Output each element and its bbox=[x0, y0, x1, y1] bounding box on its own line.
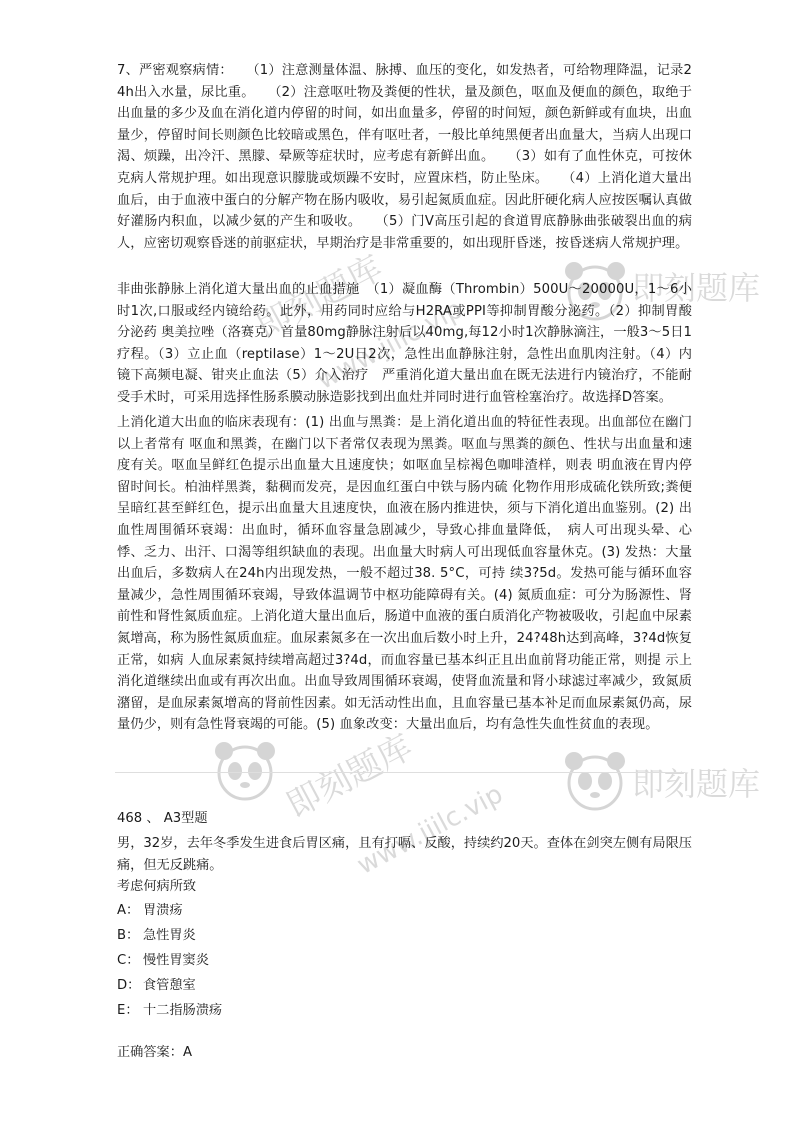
explanation-paragraph-hemostasis: 非曲张静脉上消化道大量出血的止血措施 （1）凝血酶（Thrombin）500U～20000U，1～6小时1次,口服或经内镜给药。此外，用药同时应给与H2RA或PPI等抑制胃酸分泌药。（2）抑制胃酸分泌药 奥美拉唑（洛赛克）首量80mg静脉注射后以40mg,每12小时1次静脉滴注，一般3～5日1疗程。（3）立止血（reptilase）1～2U日2次，急性出血静脉注射，急性出血肌肉注射。（4）内镜下高频电凝、钳夹止血法（5）介入治疗 严重消化道大量出血在既无法进行内镜治疗，不能耐受手术时，可采用选择性肠系膜动脉造影找到出血灶并同时进行血管栓塞治疗。故选择D答案。 bbox=[117, 282, 692, 405]
watermark-brand-text: 即刻题库 bbox=[250, 248, 390, 348]
correct-answer bbox=[117, 1042, 192, 1064]
option-text: 慢性胃窦炎 bbox=[143, 953, 209, 968]
watermark-url-text: www.jiilc.vip bbox=[352, 779, 508, 881]
watermark-brand-text: 即刻题库 bbox=[632, 269, 761, 307]
option-c[interactable] bbox=[117, 948, 222, 973]
option-b[interactable] bbox=[117, 923, 222, 948]
option-d[interactable] bbox=[117, 973, 222, 998]
option-letter: D： bbox=[117, 978, 141, 993]
option-text: 急性胃炎 bbox=[143, 928, 196, 943]
watermark-brand-text: 即刻题库 bbox=[632, 765, 761, 803]
watermark-brand-text: 即刻题库 bbox=[280, 727, 420, 827]
correct-answer-label: 正确答案： bbox=[117, 1045, 183, 1060]
panda-icon bbox=[210, 735, 280, 805]
correct-answer-value: A bbox=[182, 1045, 192, 1060]
explanation-paragraph-clinical: 上消化道大出血的临床表现有：(1) 出血与黑粪：是上消化道出血的特征性表现。出血部位在幽门以上者常有 呕血和黑粪，在幽门以下者常仅表现为黑粪。呕血与黑粪的颜色、性状与出血量和速度有关。呕血呈鲜红色提示出血量大且速度快；如呕血呈棕褐色咖啡渣样，则表 明血液在胃内停留时间长。柏油样黑粪，黏稠而发亮，是因血红蛋白中铁与肠内硫 化物作用形成硫化铁所致;粪便呈暗红甚至鲜红色，提示出血量大且速度快，血液在肠内推进快，须与下消化道出血鉴别。(2) 出血性周围循环衰竭：出血时，循环血容量急剧减少，导致心排血量降低， 病人可出现头晕、心悸、乏力、出汗、口渴等组织缺血的表现。出血量大时病人可出现低血容量休克。(3) 发热：大量出血后，多数病人在24h内出现发热，一般不超过38. 5°C，可持 续3?5d。发热可能与循环血容量减少，急性周围循环衰竭，导致体温调节中枢功能障碍有关。(4) 氮质血症：可分为肠源性、肾前性和肾性氮质血症。上消化道大量出血后，肠道中血液的蛋白质消化产物被吸收，引起血中尿素氮增高，称为肠性氮质血症。血尿素氮多在一次出血后数小时上升，24?48h达到高峰，3?4d恢复正常，如病 人血尿素氮持续增高超过3?4d，而血容量已基本纠正且出血前肾功能正常，则提 示上消化道继续出血或有再次出血。出血导致周围循环衰竭，使肾血流量和肾小球滤过率减少，致氮质潴留，是血尿素氮增高的肾前性因素。如无活动性出血，且血容量已基本补足而血尿素氮仍高，尿量仍少，则有急性肾衰竭的可能。(5) 血象改变：大量出血后，均有急性失血性贫血的表现。 bbox=[117, 415, 692, 733]
question-number-type: 468 、 A3型题 bbox=[117, 811, 208, 826]
option-text: 十二指肠溃疡 bbox=[143, 1003, 223, 1018]
option-e[interactable] bbox=[117, 998, 222, 1023]
option-letter: E： bbox=[117, 1003, 139, 1018]
question-prompt: 考虑何病所致 bbox=[117, 879, 197, 894]
option-letter: B： bbox=[117, 928, 140, 943]
option-letter: A： bbox=[117, 903, 140, 918]
option-text: 胃溃疡 bbox=[143, 903, 183, 918]
answer-options-list bbox=[117, 898, 222, 1023]
question-stem: 男，32岁，去年冬季发生进食后胃区痛，且有打嗝、反酸，持续约20天。查体在剑突左侧有局限压痛，但无反跳痛。 bbox=[117, 836, 692, 873]
option-letter: C： bbox=[117, 953, 140, 968]
option-text: 食管憩室 bbox=[143, 978, 196, 993]
panda-icon bbox=[560, 745, 630, 815]
watermark-url-text: www.jiilc.vip bbox=[312, 294, 468, 396]
explanation-paragraph-observation: 7、严密观察病情： （1）注意测量体温、脉搏、血压的变化，如发热者，可给物理降温，记录24h出入水量，尿比重。 （2）注意呕吐物及粪便的性状，量及颜色，呕血及便血的颜色，取绝于出血量的多少及血在消化道内停留的时间，如出血量多，停留的时间短，颜色新鲜或有血块，出血量少，停留时间长则颜色比较暗或黑色，伴有呕吐者，一般比单纯黑便者出血量大，当病人出现口渴、烦躁，出冷汗、黑朦、晕厥等症状时，应考虑有新鲜出血。 （3）如有了血性休克，可按休克病人常规护理。如出现意识朦胧或烦躁不安时，应置床档，防止坠床。 （4）上消化道大量出血后，由于血液中蛋白的分解产物在肠内吸收，易引起氮质血症。因此肝硬化病人应按医嘱认真做好灌肠内积血，以减少氨的产生和吸收。 （5）门V高压引起的食道胃底静脉曲张破裂出血的病人，应密切观察昏迷的前驱症状，早期治疗是非常重要的，如出现肝昏迷，按昏迷病人常规护理。 bbox=[117, 63, 692, 251]
option-a[interactable] bbox=[117, 898, 222, 923]
section-divider bbox=[115, 772, 685, 773]
